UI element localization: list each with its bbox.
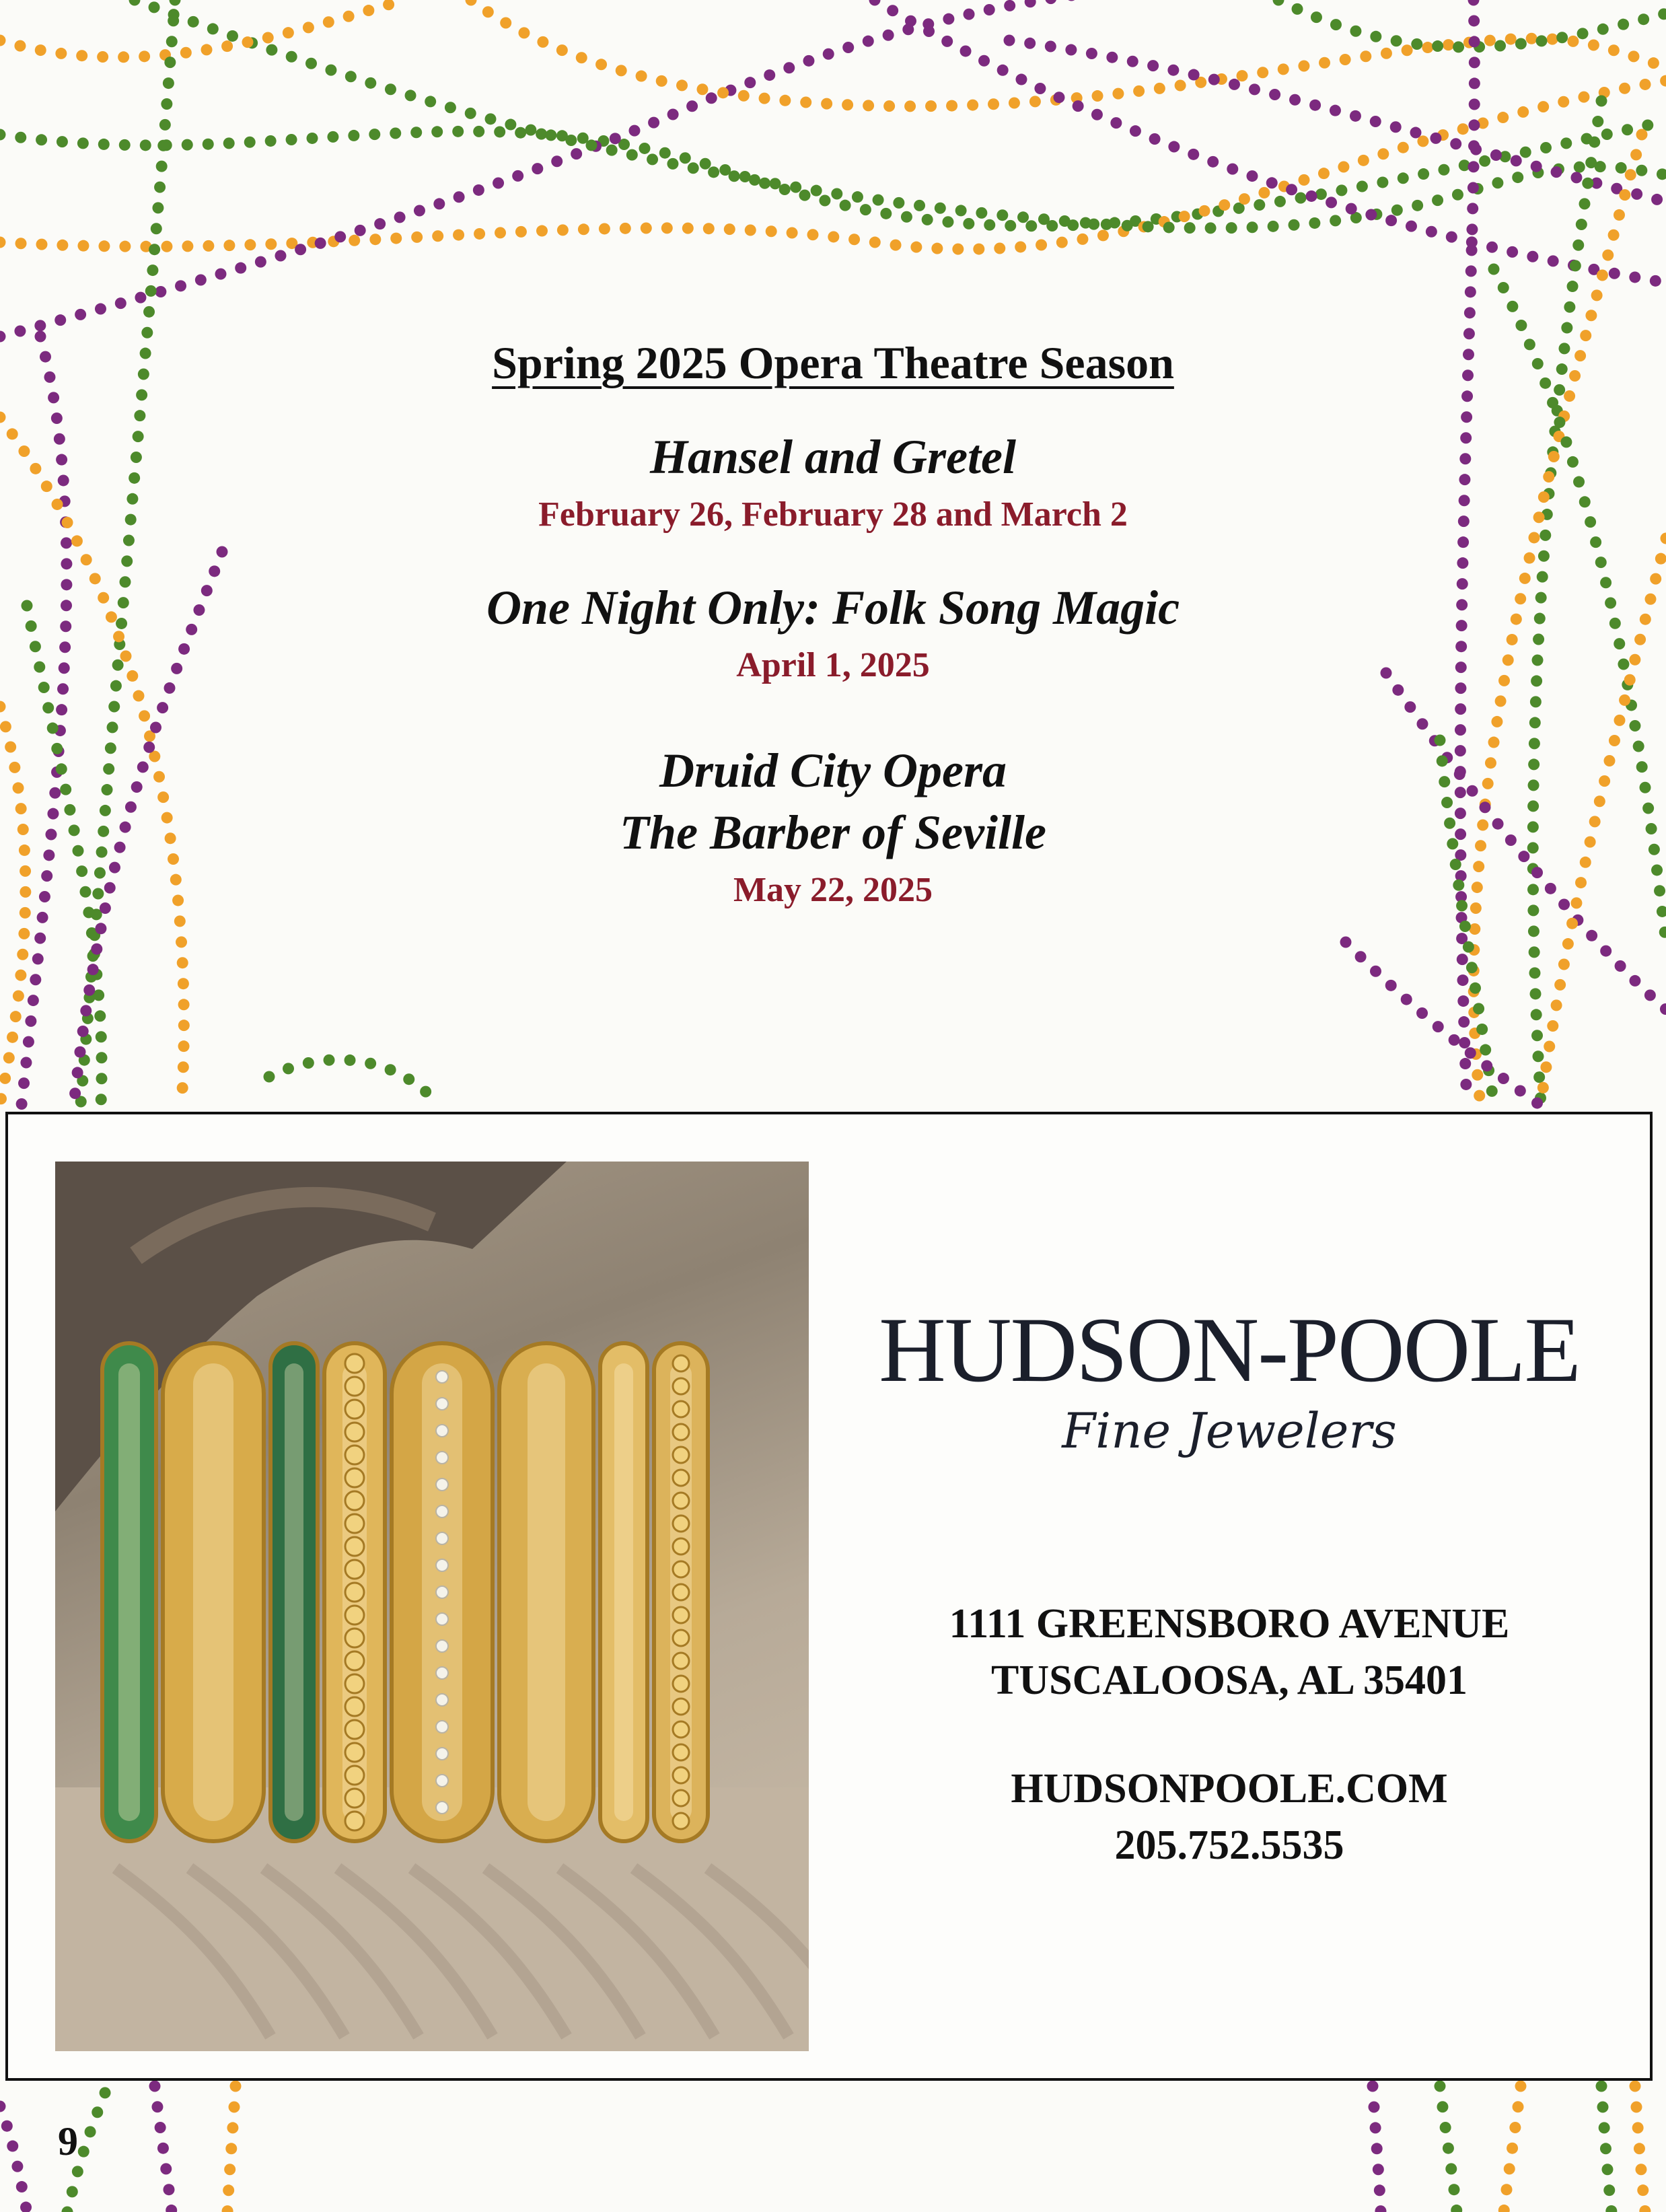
gold-bead	[345, 1720, 364, 1739]
jeweler-advertisement	[5, 1112, 1653, 2081]
bracelets-photo	[55, 1162, 809, 2051]
diamond-stone	[436, 1559, 448, 1571]
gold-bead	[345, 1766, 364, 1785]
gold-bead	[345, 1583, 364, 1602]
gold-bead	[673, 1538, 689, 1555]
gold-bead	[673, 1721, 689, 1738]
store-address	[836, 1596, 1623, 1709]
gold-bead	[345, 1491, 364, 1510]
website: HUDSONPOOLE.COM	[1011, 1766, 1448, 1812]
gold-bead	[673, 1584, 689, 1600]
gold-bead	[673, 1378, 689, 1394]
show-date: May 22, 2025	[733, 871, 933, 909]
gold-bead	[345, 1674, 364, 1693]
gold-bead	[673, 1493, 689, 1509]
gold-bead	[345, 1354, 364, 1373]
store-contact	[836, 1760, 1623, 1874]
gold-bead	[345, 1537, 364, 1556]
gold-bead	[345, 1697, 364, 1716]
diamond-stone	[436, 1425, 448, 1437]
show-date: April 1, 2025	[736, 646, 930, 684]
gold-bead	[673, 1447, 689, 1463]
show-title-line-2: The Barber of Seville	[620, 806, 1046, 859]
bracelet-highlight	[614, 1363, 633, 1821]
diamond-stone	[436, 1532, 448, 1544]
bead-strand	[1504, 2086, 1521, 2212]
gold-bead	[345, 1377, 364, 1396]
bracelet-highlight	[118, 1363, 140, 1821]
diamond-stone	[436, 1478, 448, 1491]
bead-strand	[1440, 2086, 1457, 2212]
brand-tagline: Fine Jewelers	[1062, 1402, 1397, 1459]
gold-bead	[345, 1468, 364, 1487]
gold-bead	[673, 1561, 689, 1577]
diamond-stone	[436, 1801, 448, 1814]
bead-strand	[1635, 2086, 1645, 2212]
gold-bead	[345, 1446, 364, 1464]
gold-bead	[673, 1515, 689, 1532]
diamond-stone	[436, 1694, 448, 1706]
gold-bead	[345, 1560, 364, 1579]
address-line-1: 1111 GREENSBORO AVENUE	[949, 1601, 1510, 1647]
address-line-2: TUSCALOOSA, AL 35401	[990, 1657, 1468, 1703]
bead-strand	[269, 1060, 437, 1104]
bracelet-stack-illustration	[55, 1162, 809, 2051]
gold-bead	[673, 1653, 689, 1669]
gold-bead	[345, 1743, 364, 1762]
diamond-stone	[436, 1721, 448, 1733]
bead-strand	[155, 2086, 172, 2212]
gold-bead	[673, 1744, 689, 1760]
bead-strand	[1346, 942, 1548, 1110]
gold-bead	[673, 1401, 689, 1417]
gold-bead	[345, 1651, 364, 1670]
bead-strand	[1373, 2086, 1381, 2212]
show-title: Hansel and Gretel	[649, 430, 1016, 484]
bead-strand	[0, 2106, 27, 2212]
gold-bead	[673, 1424, 689, 1440]
show-hansel-and-gretel	[0, 426, 1666, 542]
gold-bead	[673, 1630, 689, 1646]
gold-bead	[673, 1607, 689, 1623]
diamond-stone	[436, 1775, 448, 1787]
diamond-stone	[436, 1748, 448, 1760]
page-number: 9	[58, 2119, 78, 2164]
gold-bead	[345, 1514, 364, 1533]
bracelet-highlight	[528, 1363, 565, 1821]
gold-bead	[673, 1470, 689, 1486]
gold-bead	[673, 1767, 689, 1783]
diamond-stone	[436, 1452, 448, 1464]
season-listing	[0, 336, 1666, 917]
diamond-stone	[436, 1371, 448, 1383]
show-folk-song-magic	[0, 577, 1666, 692]
bead-strand	[135, 0, 1666, 228]
brand-name: HUDSON-POOLE	[879, 1298, 1580, 1401]
gold-bead	[345, 1606, 364, 1625]
bead-strand	[227, 2086, 236, 2212]
show-title: One Night Only: Folk Song Magic	[486, 581, 1180, 635]
gold-bead	[673, 1813, 689, 1829]
bead-strand	[875, 0, 1666, 283]
season-title: Spring 2025 Opera Theatre Season	[492, 337, 1174, 388]
bead-strand	[0, 0, 404, 57]
gold-bead	[345, 1400, 364, 1419]
gold-bead	[673, 1676, 689, 1692]
diamond-stone	[436, 1667, 448, 1679]
gold-bead	[673, 1699, 689, 1715]
bead-strand	[1009, 40, 1666, 202]
gold-bead	[673, 1355, 689, 1371]
show-barber-of-seville	[0, 740, 1666, 917]
show-title-line-1: Druid City Opera	[659, 744, 1007, 797]
bead-strand	[1601, 2086, 1611, 2212]
gold-bead	[345, 1812, 364, 1830]
show-date: February 26, February 28 and March 2	[538, 495, 1128, 534]
bracelet-highlight	[193, 1363, 233, 1821]
bead-strand	[0, 0, 1144, 336]
brand-logo	[836, 1298, 1623, 1459]
gold-bead	[345, 1789, 364, 1808]
diamond-stone	[436, 1613, 448, 1625]
gold-bead	[345, 1629, 364, 1647]
gold-bead	[673, 1790, 689, 1806]
diamond-stone	[436, 1640, 448, 1652]
diamond-stone	[436, 1398, 448, 1410]
bracelet-highlight	[285, 1363, 303, 1821]
phone-number: 205.752.5535	[1114, 1822, 1344, 1868]
diamond-stone	[436, 1505, 448, 1518]
diamond-stone	[436, 1586, 448, 1598]
gold-bead	[345, 1423, 364, 1441]
